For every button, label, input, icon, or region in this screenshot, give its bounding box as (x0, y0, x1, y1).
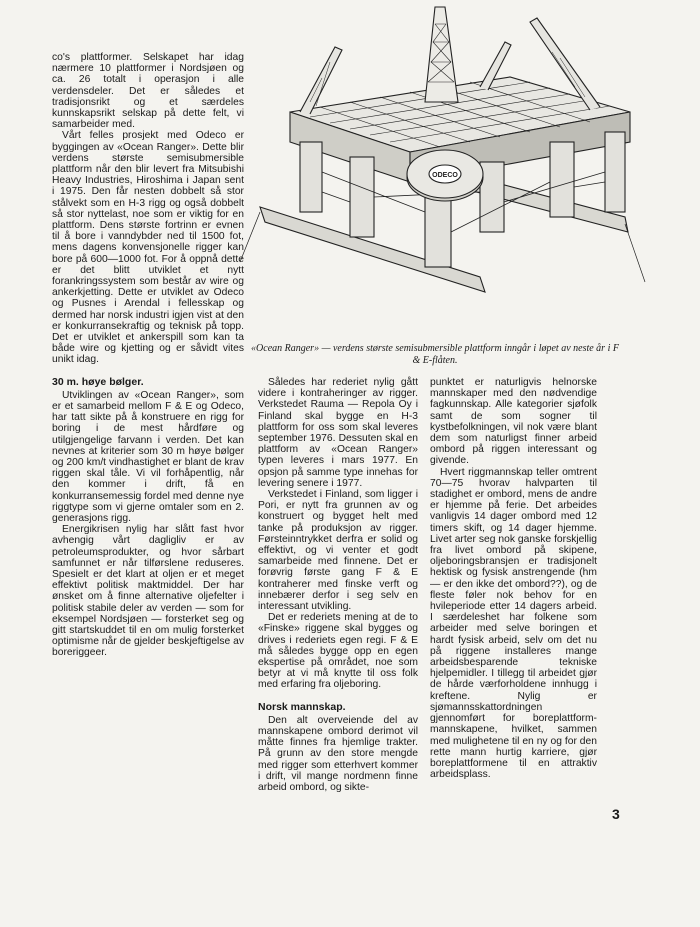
paragraph: punktet er naturligvis helnorske mannskaper med den nødvendige fagkunnskap. Alle kategorier sjøfolk samt de som sogner til kystbefolkningen, vil nok være blant dem som naturligst finner arbeid ombord på riggen interessant og givende. (430, 377, 597, 467)
paragraph: Således har rederiet nylig gått videre i kontraheringer av rigger. Verkstedet Rauma — Repola Oy i Finland skal bygge en H-3 plattform for oss som skal leveres september 1976. Dessuten skal en plattform av «Ocean Ranger» typen leveres i mars 1977. En opsjon på samme type innehas for levering senere i 1977. (258, 377, 418, 489)
paragraph: co's plattformer. Selskapet har idag nærmere 10 plattformer i Nordsjøen og ca. 26 totalt i operasjon i alle verdensdeler. Det er således et tradisjonsrikt og et særdeles kunnskapsrikt selskap på dette felt, vi samarbeider med. (52, 52, 244, 131)
paragraph: Det er rederiets mening at de to «Finske» riggene skal bygges og drives i rederiets egen regi. F & E må således bygge opp en egen ekspertise på området, noe som betyr at vi må knytte til oss folk med erfaring fra oljeboring. (258, 612, 418, 691)
paragraph: Energikrisen nylig har slått fast hvor avhengig vårt dagligliv er av petroleumsprodukter, og hvor sårbart samfunnet er når tilførslene reduseres. Spesielt er det klart at oljen er et meget effektivt politisk maktmiddel. Der har ønsket om å finne alternative oljefelter i politisk stabile deler av verden — som for eksempel Nordsjøen — forsterket seg og gitt startskuddet til en om mulig forsterket optimisme når de gjelder beskjeftigelse av boreriggeer. (52, 524, 244, 659)
oil-rig-drawing (230, 2, 650, 342)
paragraph: Den alt overveiende del av mannskapene ombord derimot vil måtte finnes fra hjemlige trakter. På grunn av den store mengde med rigger som etterhvert kommer i drift, vil mange nordmenn finne arbeid ombord, og sikte- (258, 714, 418, 793)
paragraph: Verkstedet i Finland, som ligger i Pori, er nytt fra grunnen av og konstruert og bygget helt med tanke på produksjon av rigger. Førsteinntrykket derfra er solid og effektivt, og vi venter et godt samarbeide med finnene. Det er forøvrig første gang F & E kontraherer med finske verft og innebærer derfor i seg selv en interessant utvikling. (258, 489, 418, 613)
platform-label: ODECO (432, 172, 458, 179)
text-column-2 (258, 377, 418, 793)
platform-illustration (230, 2, 650, 342)
paragraph: Utviklingen av «Ocean Ranger», som er et samarbeid mellom F & E og Odeco, har tatt sikte på å konstruere en rigg for boring i de mest hårdføre og utilgjengelige farvann i verden. Det kan nevnes at kriterier som 30 m høye bølger og 200 km/t vindhastighet er blant de krav riggen skal tåle. Vi vil forhåpentlig, når den kommer i drift, få en konkurransemessig fordel med denne nye riggtype som vi gjerne omtaler som en 2. generasjons rigg. (52, 389, 244, 524)
paragraph: Vårt felles prosjekt med Odeco er byggingen av «Ocean Ranger». Dette blir verdens største semisubmersible plattform når den blir levert fra Mitsubishi Heavy Industries, Hiroshima i Japan sent i 1975. Den får nesten dobbelt så stor stålvekt som en H-3 rigg og også dobbelt så stor nyttelast, noe som er viktig for en plattform. Dens største fortrinn er evnen til å bore i vanndybder ned til 1500 fot, mens dagens konvensjonelle rigger kan bore på 600—1000 fot. For å oppnå dette er det blitt utviklet et nytt forankringssystem som består av wire og ankerkjetting. Dette er utviklet av Odeco og Pusnes i Arendal i fellesskap og dermed har norsk industri igjen vist at den er konkurransekraftig og teknisk på topp. Det er utviklet et ankerspill som kan ta både wire og kjetting og er såvidt vites unikt idag. (52, 130, 244, 366)
figure-caption: «Ocean Ranger» — verdens største semisubmersible plattform inngår i løpet av neste år i F & E-flåten. (251, 343, 619, 366)
text-column-1 (52, 52, 244, 659)
section-heading: 30 m. høye bølger. (52, 375, 144, 388)
section-heading: Norsk mannskap. (258, 700, 346, 713)
paragraph: Hvert riggmannskap teller omtrent 70—75 hvorav halvparten til stadighet er ombord, mens de andre er hjemme på ferie. Det arbeides vanligvis 14 dager ombord med 12 timers skift, og 14 dager hjemme. Livet arter seg nok ganske forskjellig fra livet ombord på skipene, oljeboringsbransjen er tradisjonelt hektisk og fysisk anstrengende (hm — er den ikke det ombord??), og de fleste føler nok behov for en hvileperiode etter 14 dagers arbeid. I særdeleshet har folkene som arbeider med selve boringen et hardt fysisk arbeid, selv om det nu på riggene installeres mange arbeidsbesparende tekniske hjelpemidler. I tillegg til arbeidet gjør de hårde værforholdene innhugg i kreftene. Nylig er sjømannsskattordningen gjennomført for boreplattform-mannskapene, hvilket, sammen med mulighetene til en ny og for den rette mann hurtig karriere, gjør boreplattformene til en attraktiv arbeidsplass. (430, 466, 597, 781)
page-number: 3 (612, 806, 620, 822)
text-column-3 (430, 377, 597, 780)
